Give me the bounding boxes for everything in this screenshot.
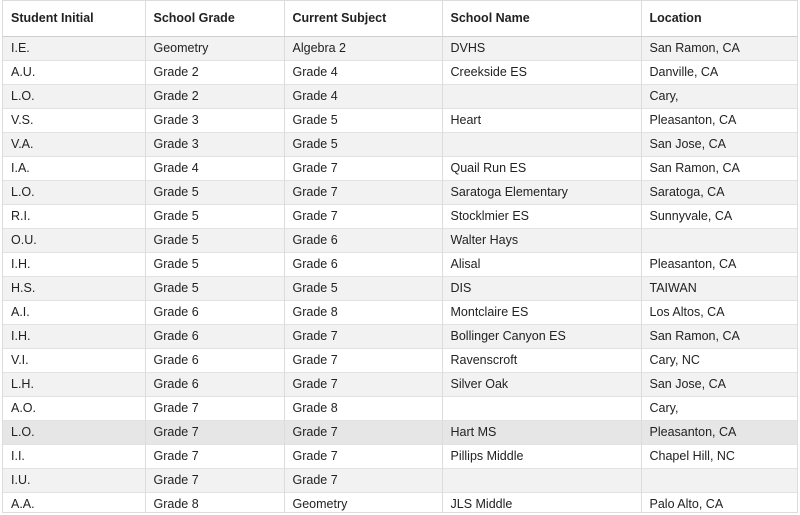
cell-school-name: Alisal bbox=[442, 252, 641, 276]
table-row[interactable] bbox=[3, 60, 797, 84]
cell-current-subject: Grade 7 bbox=[284, 372, 442, 396]
cell-school-name: Walter Hays bbox=[442, 228, 641, 252]
cell-school-name: Silver Oak bbox=[442, 372, 641, 396]
cell-school-grade: Grade 5 bbox=[145, 228, 284, 252]
cell-current-subject: Grade 7 bbox=[284, 204, 442, 228]
table-row[interactable] bbox=[3, 180, 797, 204]
table-row[interactable] bbox=[3, 372, 797, 396]
cell-school-grade: Grade 7 bbox=[145, 468, 284, 492]
cell-student-initial: L.H. bbox=[3, 372, 145, 396]
header-current-subject[interactable]: Current Subject bbox=[284, 1, 442, 36]
table-row[interactable] bbox=[3, 204, 797, 228]
cell-location: Sunnyvale, CA bbox=[641, 204, 797, 228]
cell-current-subject: Grade 8 bbox=[284, 300, 442, 324]
cell-school-name bbox=[442, 84, 641, 108]
header-student-initial[interactable]: Student Initial bbox=[3, 1, 145, 36]
header-location[interactable]: Location bbox=[641, 1, 797, 36]
cell-student-initial: L.O. bbox=[3, 180, 145, 204]
cell-school-grade: Grade 2 bbox=[145, 84, 284, 108]
cell-current-subject: Grade 4 bbox=[284, 84, 442, 108]
cell-student-initial: A.U. bbox=[3, 60, 145, 84]
cell-current-subject: Grade 8 bbox=[284, 396, 442, 420]
table-row[interactable] bbox=[3, 132, 797, 156]
cell-current-subject: Grade 7 bbox=[284, 444, 442, 468]
cell-student-initial: V.I. bbox=[3, 348, 145, 372]
cell-student-initial: I.E. bbox=[3, 36, 145, 60]
table-row[interactable] bbox=[3, 324, 797, 348]
cell-location bbox=[641, 228, 797, 252]
cell-school-grade: Grade 6 bbox=[145, 300, 284, 324]
cell-current-subject: Geometry bbox=[284, 492, 442, 513]
cell-school-grade: Grade 6 bbox=[145, 348, 284, 372]
cell-school-name: Pillips Middle bbox=[442, 444, 641, 468]
cell-current-subject: Grade 6 bbox=[284, 228, 442, 252]
cell-school-grade: Grade 6 bbox=[145, 372, 284, 396]
cell-school-grade: Grade 5 bbox=[145, 252, 284, 276]
cell-location: Cary, bbox=[641, 396, 797, 420]
cell-school-name: DVHS bbox=[442, 36, 641, 60]
table-header bbox=[3, 1, 797, 36]
cell-current-subject: Grade 5 bbox=[284, 276, 442, 300]
cell-student-initial: I.A. bbox=[3, 156, 145, 180]
cell-current-subject: Grade 5 bbox=[284, 108, 442, 132]
cell-school-grade: Grade 8 bbox=[145, 492, 284, 513]
table-row[interactable] bbox=[3, 444, 797, 468]
table-row[interactable] bbox=[3, 492, 797, 513]
cell-school-name: DIS bbox=[442, 276, 641, 300]
cell-location: Chapel Hill, NC bbox=[641, 444, 797, 468]
cell-school-name: Montclaire ES bbox=[442, 300, 641, 324]
cell-school-name: Saratoga Elementary bbox=[442, 180, 641, 204]
header-school-name[interactable]: School Name bbox=[442, 1, 641, 36]
cell-school-name: Quail Run ES bbox=[442, 156, 641, 180]
header-row bbox=[3, 1, 797, 36]
cell-student-initial: O.U. bbox=[3, 228, 145, 252]
cell-school-name: Hart MS bbox=[442, 420, 641, 444]
student-table-container bbox=[2, 0, 798, 513]
cell-school-name: Heart bbox=[442, 108, 641, 132]
cell-school-grade: Grade 5 bbox=[145, 276, 284, 300]
table-row[interactable] bbox=[3, 228, 797, 252]
cell-location: Cary, NC bbox=[641, 348, 797, 372]
cell-school-grade: Grade 3 bbox=[145, 132, 284, 156]
cell-location: Palo Alto, CA bbox=[641, 492, 797, 513]
cell-location: San Ramon, CA bbox=[641, 324, 797, 348]
cell-location: Saratoga, CA bbox=[641, 180, 797, 204]
cell-location: Los Altos, CA bbox=[641, 300, 797, 324]
cell-location: Pleasanton, CA bbox=[641, 420, 797, 444]
cell-current-subject: Grade 6 bbox=[284, 252, 442, 276]
cell-school-name: Ravenscroft bbox=[442, 348, 641, 372]
cell-school-name: Creekside ES bbox=[442, 60, 641, 84]
cell-location: San Jose, CA bbox=[641, 132, 797, 156]
cell-student-initial: I.H. bbox=[3, 324, 145, 348]
cell-student-initial: L.O. bbox=[3, 84, 145, 108]
cell-location: Danville, CA bbox=[641, 60, 797, 84]
cell-location bbox=[641, 468, 797, 492]
cell-current-subject: Grade 7 bbox=[284, 348, 442, 372]
cell-current-subject: Grade 7 bbox=[284, 420, 442, 444]
cell-student-initial: A.I. bbox=[3, 300, 145, 324]
cell-student-initial: A.A. bbox=[3, 492, 145, 513]
cell-student-initial: H.S. bbox=[3, 276, 145, 300]
cell-school-name: Bollinger Canyon ES bbox=[442, 324, 641, 348]
table-row[interactable] bbox=[3, 468, 797, 492]
cell-current-subject: Grade 7 bbox=[284, 180, 442, 204]
cell-location: San Ramon, CA bbox=[641, 156, 797, 180]
cell-school-grade: Grade 7 bbox=[145, 444, 284, 468]
cell-current-subject: Grade 7 bbox=[284, 156, 442, 180]
cell-student-initial: I.H. bbox=[3, 252, 145, 276]
cell-school-grade: Grade 4 bbox=[145, 156, 284, 180]
table-body bbox=[3, 36, 797, 513]
cell-school-grade: Grade 3 bbox=[145, 108, 284, 132]
cell-school-name: JLS Middle bbox=[442, 492, 641, 513]
cell-location: TAIWAN bbox=[641, 276, 797, 300]
cell-current-subject: Grade 7 bbox=[284, 324, 442, 348]
cell-student-initial: I.U. bbox=[3, 468, 145, 492]
table-row[interactable] bbox=[3, 348, 797, 372]
cell-school-grade: Grade 6 bbox=[145, 324, 284, 348]
cell-school-grade: Grade 2 bbox=[145, 60, 284, 84]
cell-school-grade: Grade 5 bbox=[145, 180, 284, 204]
cell-current-subject: Grade 4 bbox=[284, 60, 442, 84]
cell-student-initial: R.I. bbox=[3, 204, 145, 228]
header-school-grade[interactable]: School Grade bbox=[145, 1, 284, 36]
table-row[interactable] bbox=[3, 276, 797, 300]
table-row[interactable] bbox=[3, 36, 797, 60]
table-row[interactable] bbox=[3, 156, 797, 180]
cell-school-grade: Grade 7 bbox=[145, 396, 284, 420]
cell-location: Pleasanton, CA bbox=[641, 108, 797, 132]
cell-current-subject: Grade 5 bbox=[284, 132, 442, 156]
table-row[interactable] bbox=[3, 252, 797, 276]
cell-school-name bbox=[442, 396, 641, 420]
cell-school-grade: Grade 5 bbox=[145, 204, 284, 228]
table-row[interactable] bbox=[3, 300, 797, 324]
table-row[interactable] bbox=[3, 108, 797, 132]
student-table bbox=[3, 1, 797, 513]
cell-student-initial: I.I. bbox=[3, 444, 145, 468]
cell-location: Pleasanton, CA bbox=[641, 252, 797, 276]
cell-school-name: Stocklmier ES bbox=[442, 204, 641, 228]
cell-school-name bbox=[442, 468, 641, 492]
cell-location: San Jose, CA bbox=[641, 372, 797, 396]
table-row[interactable] bbox=[3, 396, 797, 420]
cell-current-subject: Grade 7 bbox=[284, 468, 442, 492]
cell-student-initial: A.O. bbox=[3, 396, 145, 420]
cell-student-initial: V.S. bbox=[3, 108, 145, 132]
table-row[interactable] bbox=[3, 420, 797, 444]
table-row[interactable] bbox=[3, 84, 797, 108]
cell-student-initial: L.O. bbox=[3, 420, 145, 444]
cell-school-name bbox=[442, 132, 641, 156]
cell-school-grade: Geometry bbox=[145, 36, 284, 60]
cell-current-subject: Algebra 2 bbox=[284, 36, 442, 60]
cell-school-grade: Grade 7 bbox=[145, 420, 284, 444]
cell-location: San Ramon, CA bbox=[641, 36, 797, 60]
cell-student-initial: V.A. bbox=[3, 132, 145, 156]
cell-location: Cary, bbox=[641, 84, 797, 108]
